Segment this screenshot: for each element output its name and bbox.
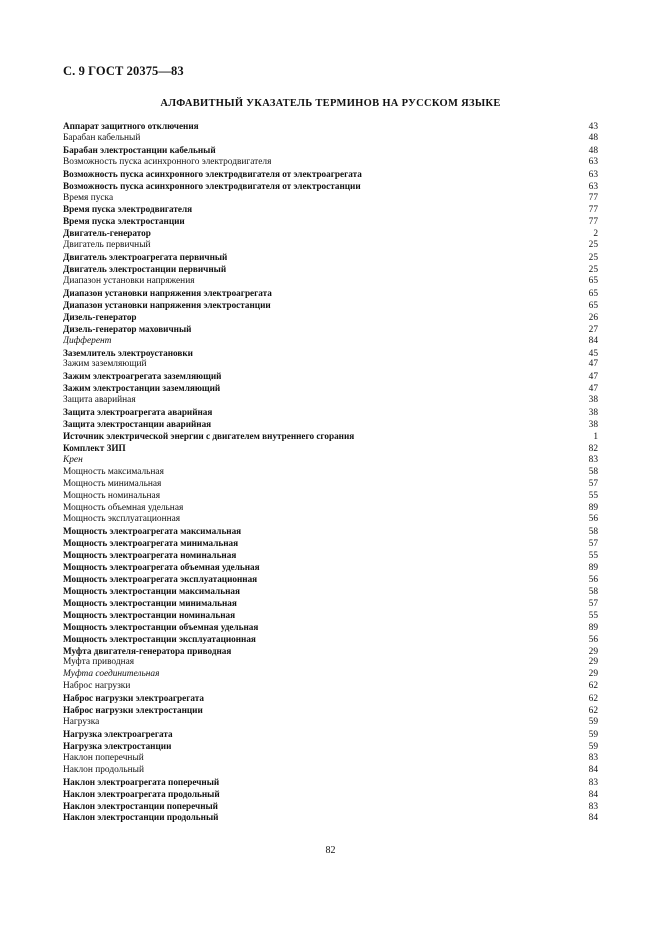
term-number: 59	[588, 730, 598, 741]
index-term: Мощность электроагрегата объемная удельная	[63, 562, 260, 573]
index-entry	[63, 741, 598, 753]
index-entry	[63, 705, 598, 717]
term-number: 83	[588, 454, 598, 465]
index-term: Наброс нагрузки	[63, 681, 131, 692]
index-term: Возможность пуска асинхронного электродвигателя от электростанции	[63, 180, 361, 191]
term-number: 38	[588, 420, 598, 431]
index-entry	[63, 526, 598, 538]
index-term: Мощность электростанции минимальная	[63, 597, 237, 608]
index-term: Двигатель первичный	[63, 240, 151, 251]
index-entry	[63, 157, 598, 169]
term-number: 84	[588, 789, 598, 800]
index-term: Мощность электростанции номинальная	[63, 609, 236, 620]
index-entry	[63, 276, 598, 288]
index-term: Источник электрической энергии с двигателем внутреннего сгорания	[63, 430, 355, 441]
index-term: Нагрузка	[63, 717, 100, 728]
index-term: Двигатель электроагрегата первичный	[63, 252, 228, 263]
term-number: 83	[588, 777, 598, 788]
index-entry	[63, 145, 598, 157]
index-entry	[63, 455, 598, 467]
index-entry	[63, 622, 598, 634]
index-term: Барабан электростанции кабельный	[63, 144, 216, 155]
term-number: 65	[588, 275, 598, 286]
index-entry	[63, 467, 598, 479]
term-number: 58	[588, 466, 598, 477]
index-entry	[63, 359, 598, 371]
index-term: Мощность номинальная	[63, 490, 161, 501]
index-entry	[63, 514, 598, 526]
term-number: 29	[588, 669, 598, 680]
index-entry	[63, 753, 598, 765]
index-entry	[63, 121, 598, 133]
index-term: Барабан кабельный	[63, 132, 141, 143]
term-number: 65	[588, 300, 598, 311]
index-term: Время пуска	[63, 192, 114, 203]
index-entry	[63, 574, 598, 586]
term-number: 59	[588, 717, 598, 728]
term-number: 89	[588, 622, 598, 633]
index-term: Муфта приводная	[63, 657, 135, 668]
term-number: 47	[588, 372, 598, 383]
term-number: 47	[588, 384, 598, 395]
index-entry	[63, 657, 598, 669]
term-number: 47	[588, 359, 598, 370]
term-number: 25	[588, 253, 598, 264]
term-number: 77	[588, 205, 598, 216]
index-title: АЛФАВИТНЫЙ УКАЗАТЕЛЬ ТЕРМИНОВ НА РУССКОМ ЯЗЫКЕ	[160, 98, 501, 109]
index-entry	[63, 669, 598, 681]
term-number: 48	[588, 145, 598, 156]
term-number: 29	[588, 657, 598, 668]
term-number: 45	[588, 348, 598, 359]
term-number: 59	[588, 741, 598, 752]
term-number: 82	[588, 443, 598, 454]
index-term: Муфта двигателя-генератора приводная	[63, 645, 232, 656]
index-term: Время пуска электродвигателя	[63, 204, 193, 215]
index-entry	[63, 693, 598, 705]
index-entry	[63, 252, 598, 264]
index-entry	[63, 765, 598, 777]
index-term: Наклон поперечный	[63, 752, 144, 763]
index-term: Наклон электроагрегата продольный	[63, 788, 220, 799]
index-term: Дизель-генератор маховичный	[63, 323, 192, 334]
index-term: Наклон электростанции продольный	[63, 812, 219, 823]
term-number: 26	[588, 312, 598, 323]
term-number: 77	[588, 192, 598, 203]
index-term: Время пуска электростанции	[63, 216, 185, 227]
index-entry	[63, 789, 598, 801]
index-entry	[63, 717, 598, 729]
term-number: 63	[588, 156, 598, 167]
index-term: Заземлитель электроустановки	[63, 347, 193, 358]
term-number: 25	[588, 240, 598, 251]
index-term: Защита электроагрегата аварийная	[63, 407, 213, 418]
term-number: 56	[588, 575, 598, 586]
index-entry	[63, 777, 598, 789]
term-number: 55	[588, 551, 598, 562]
index-term: Зажим заземляющий	[63, 359, 147, 370]
index-entry	[63, 586, 598, 598]
index-entry	[63, 169, 598, 181]
index-entry	[63, 812, 598, 824]
term-number: 58	[588, 586, 598, 597]
index-entry	[63, 634, 598, 646]
index-entry	[63, 204, 598, 216]
index-entry	[63, 181, 598, 193]
index-term: Зажим электростанции заземляющий	[63, 383, 221, 394]
index-entry	[63, 646, 598, 658]
term-number: 57	[588, 539, 598, 550]
index-term: Наброс нагрузки электроагрегата	[63, 693, 204, 704]
index-term: Возможность пуска асинхронного электродвигателя	[63, 156, 272, 167]
index-entry	[63, 240, 598, 252]
index-term: Диапазон установки напряжения	[63, 275, 195, 286]
index-entry	[63, 336, 598, 348]
term-number: 65	[588, 288, 598, 299]
index-term: Мощность электростанции эксплуатационная	[63, 633, 256, 644]
term-number: 62	[588, 706, 598, 717]
index-entry	[63, 801, 598, 813]
index-term: Мощность эксплуатационная	[63, 514, 181, 525]
index-term: Мощность электроагрегата минимальная	[63, 538, 239, 549]
index-entry	[63, 443, 598, 455]
index-term: Диапазон установки напряжения электростанции	[63, 299, 271, 310]
index-entry	[63, 216, 598, 228]
index-entry	[63, 610, 598, 622]
index-term: Защита электростанции аварийная	[63, 419, 212, 430]
index-entry	[63, 491, 598, 503]
term-number: 63	[588, 181, 598, 192]
index-entry	[63, 264, 598, 276]
term-number: 55	[588, 610, 598, 621]
index-entry-list	[63, 121, 598, 824]
index-entry	[63, 371, 598, 383]
index-term: Двигатель электростанции первичный	[63, 264, 227, 275]
index-entry	[63, 538, 598, 550]
term-number: 89	[588, 563, 598, 574]
term-number: 56	[588, 514, 598, 525]
index-term: Комплект ЗИП	[63, 442, 126, 453]
index-entry	[63, 193, 598, 205]
index-term: Наклон продольный	[63, 764, 144, 775]
index-term: Муфта соединительная	[63, 669, 160, 680]
term-number: 83	[588, 752, 598, 763]
index-term: Мощность электростанции максимальная	[63, 585, 240, 596]
index-term: Мощность электроагрегата максимальная	[63, 526, 242, 537]
index-term: Дифферент	[63, 335, 112, 346]
index-term: Двигатель-генератор	[63, 228, 151, 239]
term-number: 77	[588, 217, 598, 228]
term-number: 63	[588, 169, 598, 180]
index-entry	[63, 729, 598, 741]
term-number: 84	[588, 335, 598, 346]
index-term: Возможность пуска асинхронного электродвигателя от электроагрегата	[63, 168, 362, 179]
page-number: 82	[325, 845, 336, 856]
page-header: С. 9 ГОСТ 20375—83	[63, 64, 184, 78]
term-number: 62	[588, 694, 598, 705]
term-number: 27	[588, 324, 598, 335]
term-number: 62	[588, 681, 598, 692]
index-term: Нагрузка электроагрегата	[63, 729, 173, 740]
index-term: Мощность объемная удельная	[63, 502, 184, 513]
index-term: Крен	[63, 454, 83, 465]
index-entry	[63, 479, 598, 491]
index-term: Диапазон установки напряжения электроагрегата	[63, 287, 272, 298]
index-term: Мощность электроагрегата номинальная	[63, 550, 237, 561]
term-number: 58	[588, 527, 598, 538]
term-number: 38	[588, 408, 598, 419]
index-term: Мощность электроагрегата эксплуатационная	[63, 574, 258, 585]
index-entry	[63, 133, 598, 145]
index-entry	[63, 419, 598, 431]
index-term: Мощность минимальная	[63, 478, 162, 489]
index-entry	[63, 348, 598, 360]
index-entry	[63, 562, 598, 574]
term-number: 84	[588, 813, 598, 824]
index-term: Наклон электроагрегата поперечный	[63, 776, 220, 787]
term-number: 84	[588, 764, 598, 775]
index-entry	[63, 288, 598, 300]
term-number: 55	[588, 490, 598, 501]
index-entry	[63, 550, 598, 562]
term-number: 48	[588, 132, 598, 143]
index-entry	[63, 395, 598, 407]
index-entry	[63, 383, 598, 395]
index-entry	[63, 312, 598, 324]
term-number: 38	[588, 395, 598, 406]
index-entry	[63, 503, 598, 515]
index-entry	[63, 431, 598, 443]
index-entry	[63, 300, 598, 312]
index-term: Защита аварийная	[63, 395, 136, 406]
index-term: Наклон электростанции поперечный	[63, 800, 218, 811]
index-entry	[63, 681, 598, 693]
term-number: 83	[588, 801, 598, 812]
term-number: 56	[588, 634, 598, 645]
index-term: Мощность максимальная	[63, 466, 164, 477]
index-entry	[63, 228, 598, 240]
index-entry	[63, 324, 598, 336]
index-term: Нагрузка электростанции	[63, 740, 172, 751]
term-number: 2	[593, 229, 598, 240]
index-term: Наброс нагрузки электростанции	[63, 705, 203, 716]
index-entry	[63, 598, 598, 610]
term-number: 89	[588, 502, 598, 513]
term-number: 43	[588, 122, 598, 132]
index-term: Зажим электроагрегата заземляющий	[63, 371, 222, 382]
term-number: 1	[593, 431, 598, 442]
index-term: Мощность электростанции объемная удельная	[63, 621, 259, 632]
index-entry	[63, 407, 598, 419]
index-term: Аппарат защитного отключения	[63, 121, 199, 131]
term-number: 25	[588, 265, 598, 276]
index-term: Дизель-генератор	[63, 311, 137, 322]
term-number: 57	[588, 478, 598, 489]
term-number: 57	[588, 598, 598, 609]
term-number: 29	[588, 646, 598, 657]
